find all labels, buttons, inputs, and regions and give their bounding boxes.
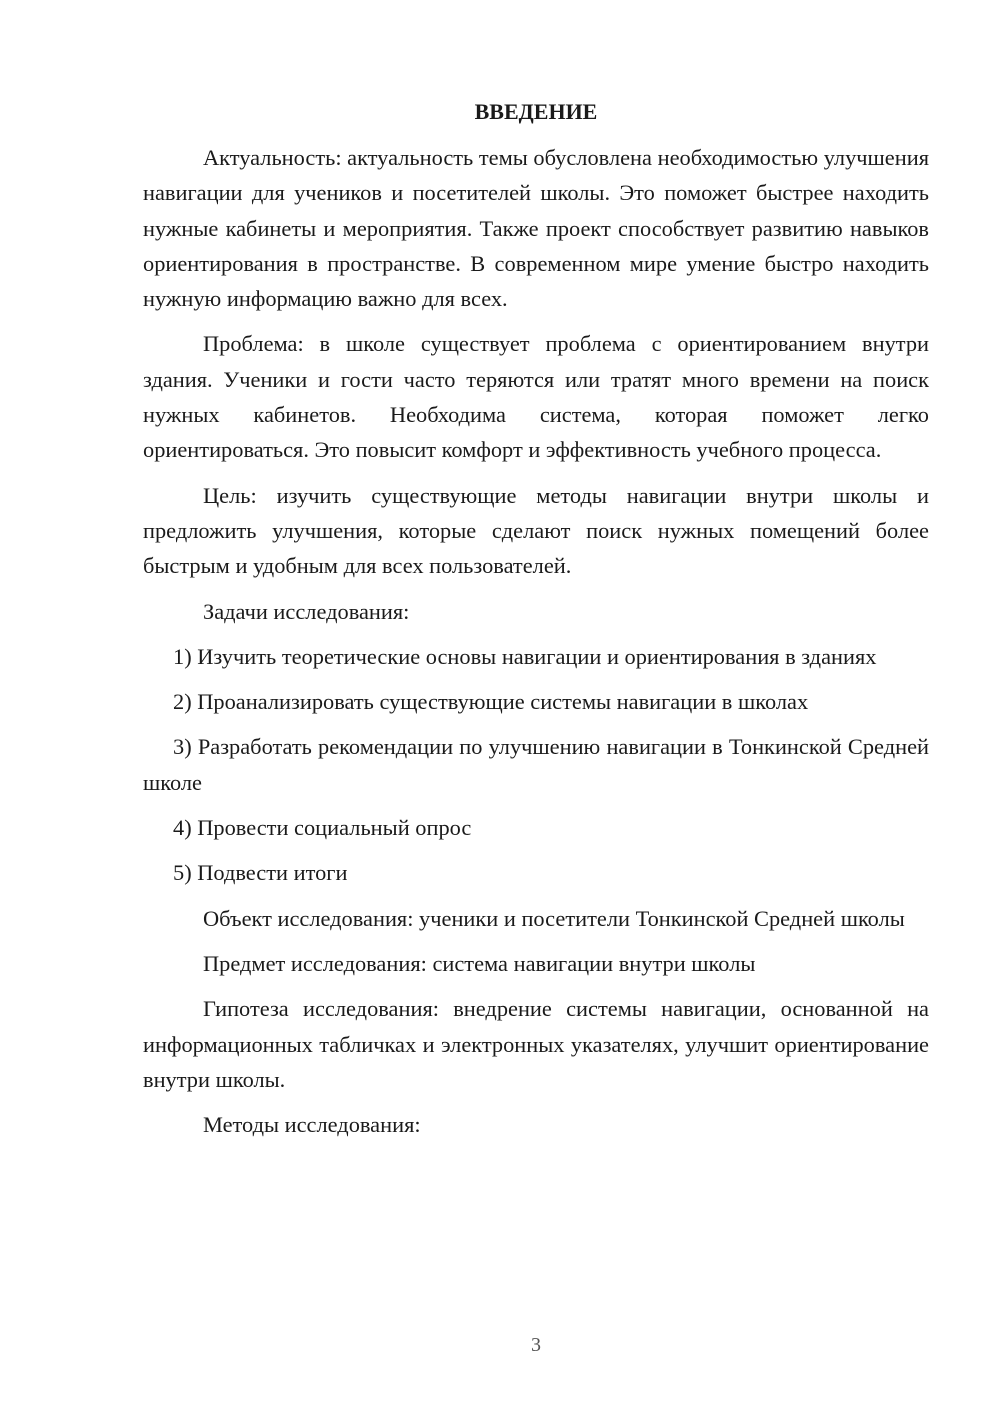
paragraph-goal: Цель: изучить существующие методы навигации внутри школы и предложить улучшения, которые сделают поиск нужных помещений более быстрым и удобным для всех пользователей. [143, 482, 929, 579]
paragraph-hypothesis: Гипотеза исследования: внедрение системы навигации, основанной на информационных табличках и электронных указателях, улучшит ориентирование внутри школы. [143, 996, 929, 1092]
tasks-title: Задачи исследования: [203, 598, 410, 624]
section-heading: ВВЕДЕНИЕ [474, 99, 598, 124]
task-item-2: 2) Проанализировать существующие системы навигации в школах [173, 689, 809, 715]
paragraph-problem: Проблема: в школе существует проблема с ориентированием внутри здания. Ученики и гости часто теряются или тратят много времени на поиск нужных кабинетов. Необходима система, которая поможет легко ориентироваться. Это повысит комфорт и эффективность учебного процесса. [143, 331, 929, 463]
paragraph-subject: Предмет исследования: система навигации внутри школы [203, 950, 756, 976]
task-item-5: 5) Подвести итоги [173, 860, 348, 886]
document-body [143, 94, 929, 1152]
task-item-1: 1) Изучить теоретические основы навигации и ориентирования в зданиях [173, 643, 877, 669]
paragraph-relevance: Актуальность: актуальность темы обусловлена необходимостью улучшения навигации для учеников и посетителей школы. Это поможет быстрее находить нужные кабинеты и мероприятия. Также проект способствует развитию навыков ориентирования в пространстве. В современном мире умение быстро находить нужную информацию важно для всех. [143, 145, 929, 312]
paragraph-methods: Методы исследования: [203, 1112, 421, 1138]
task-item-4: 4) Провести социальный опрос [173, 815, 472, 841]
paragraph-object: Объект исследования: ученики и посетители Тонкинской Средней школы [203, 905, 905, 931]
task-item-3: 3) Разработать рекомендации по улучшению навигации в Тонкинской Средней школе [143, 734, 929, 795]
page-number: 3 [531, 1334, 541, 1356]
